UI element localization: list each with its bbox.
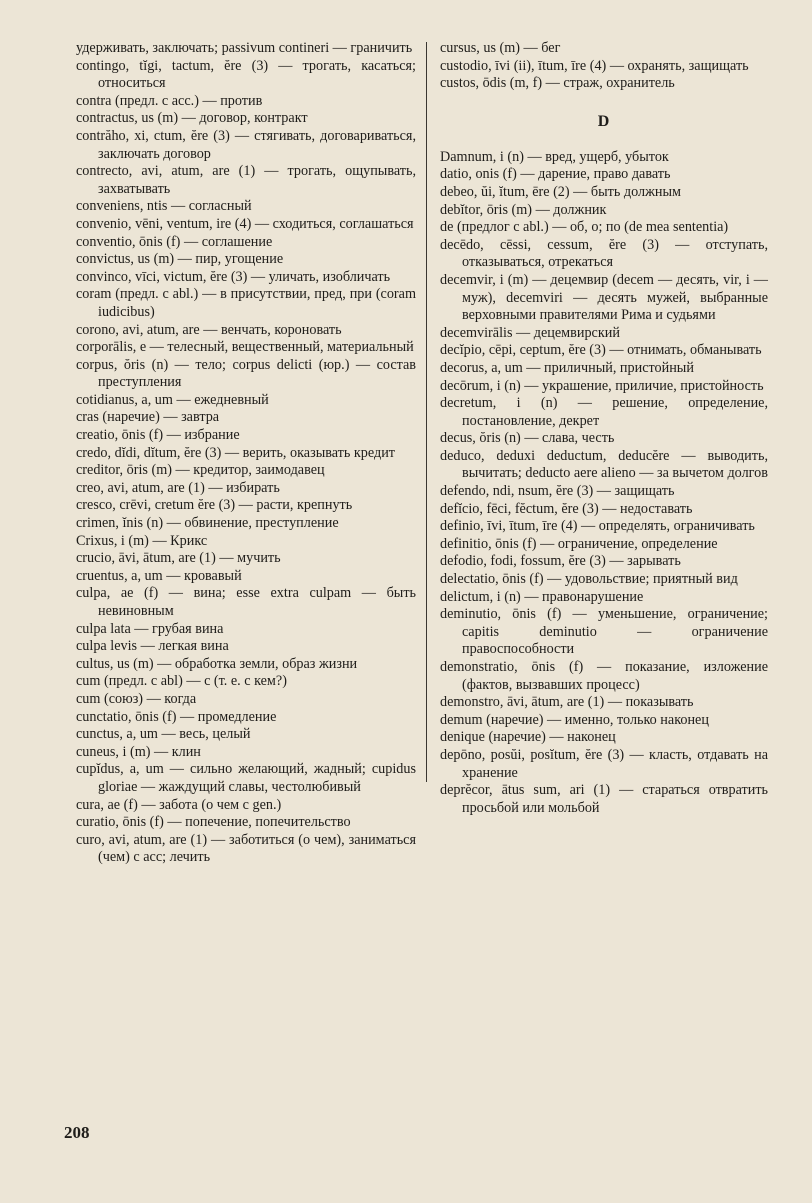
- dictionary-entry: crucio, āvi, ātum, are (1) — мучить: [76, 550, 281, 567]
- left-column: [76, 40, 416, 867]
- dictionary-entry: Crixus, i (m) — Крикс: [76, 532, 208, 549]
- dictionary-entry: convictus, us (m) — пир, угощение: [76, 251, 284, 268]
- dictionary-entry: crimen, ĭnis (n) — обвинение, преступление: [76, 515, 339, 532]
- dictionary-entry: culpa lata — грубая вина: [76, 620, 224, 637]
- dictionary-entry: cum (союз) — когда: [76, 690, 197, 707]
- dictionary-entry: demonstratio, ōnis (f) — показание, изложение (фактов, вызвавших процесс): [440, 659, 768, 693]
- dictionary-entry: contrecto, avi, atum, are (1) — трогать, ощупывать, захватывать: [76, 163, 416, 197]
- dictionary-entry: corporālis, e — телесный, вещественный, материальный: [76, 339, 414, 356]
- dictionary-entry: decemvirālis — децемвирский: [440, 324, 620, 341]
- dictionary-entry: cruentus, a, um — кровавый: [76, 567, 242, 584]
- dictionary-entry: definio, īvi, ītum, īre (4) — определять, ограничивать: [440, 518, 755, 535]
- dictionary-entry: corpus, ŏris (n) — тело; corpus delicti (юр.) — состав преступления: [76, 356, 416, 391]
- dictionary-entry: удерживать, заключать; passivum contineri — граничить: [76, 40, 413, 56]
- section-letter: D: [597, 112, 611, 130]
- dictionary-entry: debeo, ŭi, ĭtum, ēre (2) — быть должным: [440, 183, 681, 200]
- dictionary-entry: contingo, tĭgi, tactum, ĕre (3) — трогать, касаться; относиться: [76, 57, 416, 92]
- page-number: 208: [64, 1123, 90, 1142]
- right-column-entries-d: [440, 149, 768, 818]
- dictionary-entry: demonstro, āvi, ātum, are (1) — показывать: [440, 694, 694, 711]
- dictionary-entry: cum (предл. с abl) — с (т. е. с кем?): [76, 673, 287, 690]
- dictionary-entry: defendo, ndi, nsum, ĕre (3) — защищать: [440, 483, 675, 500]
- dictionary-entry: decōrum, i (n) — украшение, приличие, пристойность: [440, 377, 764, 394]
- dictionary-entry: conventio, ōnis (f) — соглашение: [76, 233, 273, 250]
- dictionary-entry: cuneus, i (m) — клин: [76, 743, 201, 760]
- dictionary-entry: credo, dĭdi, dĭtum, ĕre (3) — верить, оказывать кредит: [76, 444, 395, 461]
- dictionary-entry: contrăho, xi, ctum, ĕre (3) — стягивать, договариваться, заключать договор: [76, 127, 416, 162]
- dictionary-entry: delictum, i (n) — правонарушение: [440, 588, 644, 605]
- dictionary-entry: decēdo, cēssi, cessum, ĕre (3) — отступать, отказываться, отрекаться: [440, 236, 768, 271]
- dictionary-entry: deprĕcor, ātus sum, ari (1) — стараться отвратить просьбой или мольбой: [440, 782, 768, 816]
- dictionary-entry: deminutio, ōnis (f) — уменьшение, ограничение; capitis deminutio — ограничение правоспособности: [440, 606, 768, 658]
- dictionary-entry: corono, avi, atum, are — венчать, короновать: [76, 321, 342, 338]
- dictionary-entry: convenio, vēni, ventum, ire (4) — сходиться, соглашаться: [76, 215, 414, 232]
- dictionary-entry: custos, ōdis (m, f) — страж, охранитель: [440, 75, 675, 92]
- dictionary-entry: decorus, a, um — приличный, пристойный: [440, 359, 694, 376]
- dictionary-entry: depōno, posŭi, posĭtum, ĕre (3) — класть, отдавать на хранение: [440, 746, 768, 781]
- dictionary-entry: decemvir, i (m) — децемвир (decem — десять, vir, i — муж), decemviri — десять мужей, выбранные верховными правителями Рима и судьями: [440, 271, 768, 324]
- dictionary-entry: defodio, fodi, fossum, ĕre (3) — зарывать: [440, 553, 681, 570]
- dictionary-entry: de (предлог с abl.) — об, о; по (de mea sententia): [440, 219, 729, 236]
- dictionary-entry: creo, avi, atum, are (1) — избирать: [76, 479, 280, 496]
- dictionary-entry: delectatio, ōnis (f) — удовольствие; приятный вид: [440, 571, 738, 588]
- dictionary-entry: curatio, ōnis (f) — попечение, попечительство: [76, 814, 351, 831]
- column-divider: [426, 42, 427, 782]
- dictionary-entry: deduco, deduxi deductum, deducĕre — выводить, вычитать; deducto aere alieno — за вычетом долгов: [440, 447, 768, 482]
- dictionary-entry: datio, onis (f) — дарение, право давать: [440, 166, 671, 183]
- dictionary-entry: convinco, vīci, victum, ĕre (3) — уличать, изобличать: [76, 268, 391, 285]
- dictionary-entry: cultus, us (m) — обработка земли, образ жизни: [76, 655, 358, 672]
- dictionary-entry: creditor, ōris (m) — кредитор, заимодавец: [76, 462, 325, 479]
- dictionary-entry: demum (наречие) — именно, только наконец: [440, 711, 709, 728]
- dictionary-entry: denique (наречие) — наконец: [440, 729, 616, 746]
- dictionary-entry: conveniens, ntis — согласный: [76, 198, 252, 215]
- dictionary-entry: definitio, ōnis (f) — ограничение, определение: [440, 535, 718, 552]
- dictionary-entry: cursus, us (m) — бег: [440, 40, 561, 56]
- dictionary-entry: cunctatio, ōnis (f) — промедление: [76, 708, 277, 725]
- dictionary-entry: cras (наречие) — завтра: [76, 409, 220, 426]
- dictionary-entry: debĭtor, ōris (m) — должник: [440, 201, 607, 218]
- dictionary-entry: cura, ae (f) — забота (о чем с gen.): [76, 796, 282, 813]
- dictionary-entry: decus, ŏris (n) — слава, честь: [440, 430, 615, 447]
- right-column-entries-c: [440, 40, 768, 93]
- dictionary-entry: creatio, ōnis (f) — избрание: [76, 427, 240, 444]
- dictionary-entry: curo, avi, atum, are (1) — заботиться (о чем), заниматься (чем) с acc; лечить: [76, 831, 416, 866]
- dictionary-entry: cresco, crēvi, cretum ĕre (3) — расти, крепнуть: [76, 497, 353, 514]
- right-column: [440, 40, 768, 817]
- dictionary-entry: coram (предл. с abl.) — в присутствии, пред, при (coram iudicibus): [76, 286, 416, 320]
- dictionary-entry: Damnum, i (n) — вред, ущерб, убыток: [440, 148, 669, 165]
- dictionary-entry: culpa, ae (f) — вина; esse extra culpam — быть невиновным: [76, 585, 416, 619]
- dictionary-entry: cotidianus, a, um — ежедневный: [76, 391, 269, 408]
- dictionary-entry: decĭpio, cēpi, ceptum, ĕre (3) — отнимать, обманывать: [440, 342, 762, 359]
- dictionary-entry: defĭcio, fēci, fĕctum, ĕre (3) — недоставать: [440, 500, 693, 517]
- dictionary-entry: custodio, īvi (ii), ītum, īre (4) — охранять, защищать: [440, 57, 749, 74]
- dictionary-entry: cunctus, a, um — весь, целый: [76, 726, 251, 743]
- dictionary-entry: decretum, i (n) — решение, определение, постановление, декрет: [440, 395, 768, 429]
- dictionary-entry: contra (предл. с acc.) — против: [76, 92, 263, 109]
- dictionary-entry: contractus, us (m) — договор, контракт: [76, 110, 308, 127]
- dictionary-entry: cupĭdus, a, um — сильно желающий, жадный; cupidus gloriae — жаждущий славы, честолюбивый: [76, 761, 416, 795]
- dictionary-entry: culpa levis — легкая вина: [76, 638, 229, 655]
